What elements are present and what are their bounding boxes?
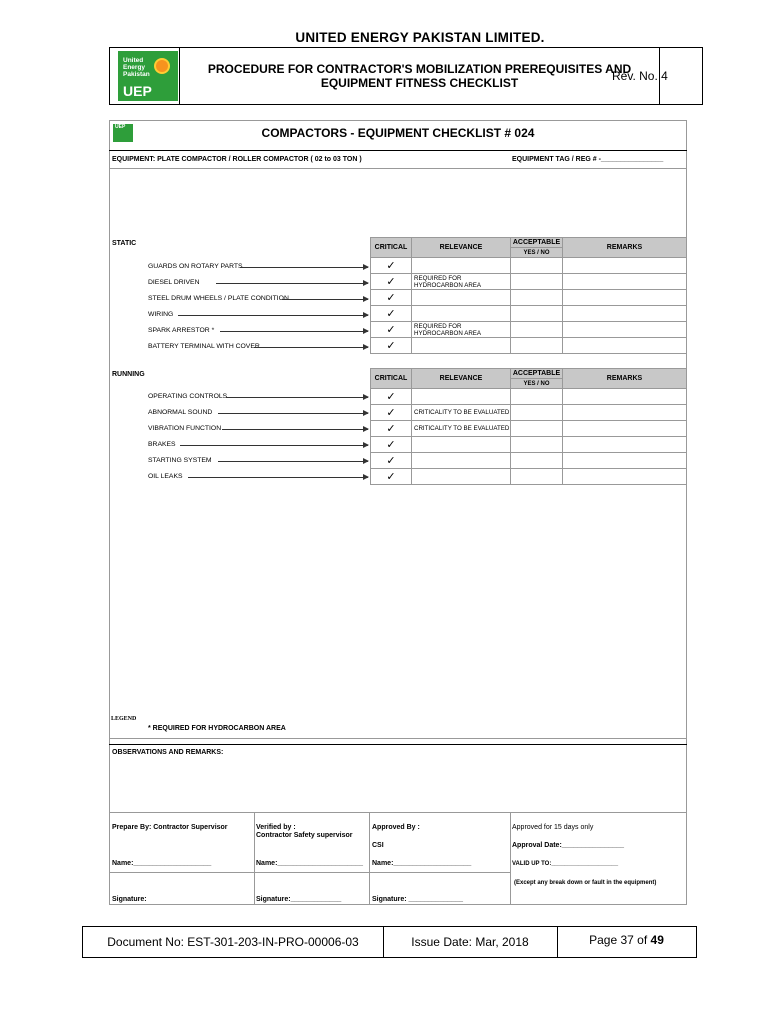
relevance-header: RELEVANCE [412,369,511,389]
running-item: OPERATING CONTROLS [148,393,228,400]
checklist-title: COMPACTORS - EQUIPMENT CHECKLIST # 024 [261,126,535,140]
verified-by-label: Verified by : [256,824,296,831]
acceptable-cell[interactable] [511,469,563,485]
arrow-icon [216,283,368,284]
remarks-header: REMARKS [563,238,687,258]
approved-for-note: Approved for 15 days only [512,824,594,831]
legend-divider [109,738,687,739]
mini-logo-text: UEP [115,124,126,130]
remarks-cell[interactable] [563,469,687,485]
acceptable-cell[interactable] [511,322,563,338]
relevance-cell: REQUIRED FOR HYDROCARBON AREA [412,322,511,338]
check-icon: ✓ [371,338,412,354]
check-icon: ✓ [371,453,412,469]
running-label: RUNNING [112,371,145,378]
legend-label: LEGEND [111,716,137,722]
running-item: STARTING SYSTEM [148,457,212,464]
acceptable-cell[interactable] [511,274,563,290]
acceptable-cell[interactable] [511,258,563,274]
name-field-3[interactable]: Name:____________________ [372,860,472,867]
csi-label: CSI [372,842,384,849]
yes-no-header: YES / NO [511,379,563,389]
uep-logo [118,51,178,101]
running-grid [370,368,686,485]
arrow-icon [188,477,368,478]
static-item: SPARK ARRESTOR * [148,327,215,334]
acceptable-cell[interactable] [511,453,563,469]
static-item: GUARDS ON ROTARY PARTS [148,263,243,270]
remarks-header: REMARKS [563,369,687,389]
issue-date: Issue Date: Mar, 2018 [383,927,558,957]
arrow-icon [178,315,368,316]
arrow-icon [218,461,368,462]
signature-field-3[interactable]: Signature: ______________ [372,896,464,903]
remarks-cell[interactable] [563,258,687,274]
equipment-tag: EQUIPMENT TAG / REG # -________________ [512,156,664,163]
sun-icon [156,60,168,72]
arrow-icon [226,397,368,398]
approval-date-field[interactable]: Approval Date:________________ [512,842,625,849]
signoff-divider [510,812,511,905]
static-item: STEEL DRUM WHEELS / PLATE CONDITION [148,295,289,302]
check-icon: ✓ [371,421,412,437]
arrow-icon [222,429,368,430]
check-icon: ✓ [371,274,412,290]
company-name: UNITED ENERGY PAKISTAN LIMITED. [295,30,545,45]
procedure-title-line2: EQUIPMENT FITNESS CHECKLIST [320,76,519,90]
acceptable-cell[interactable] [511,338,563,354]
check-icon: ✓ [371,405,412,421]
acceptable-cell[interactable] [511,405,563,421]
equipment-label: EQUIPMENT: PLATE COMPACTOR / ROLLER COMPACTOR ( 02 to 03 TON ) [112,156,362,163]
relevance-header: RELEVANCE [412,238,511,258]
check-icon: ✓ [371,306,412,322]
arrow-icon [282,299,368,300]
acceptable-header: ACCEPTABLE [511,238,563,248]
logo-line2: Energy [123,64,146,71]
relevance-cell [412,453,511,469]
remarks-cell[interactable] [563,306,687,322]
document-footer [82,926,697,958]
relevance-cell [412,389,511,405]
relevance-cell [412,437,511,453]
signoff-divider [254,812,255,905]
signature-field-1[interactable]: Signature: [112,896,147,903]
remarks-cell[interactable] [563,389,687,405]
critical-header: CRITICAL [371,369,412,389]
equipment-divider [109,168,687,169]
static-item: BATTERY TERMINAL WITH COVER [148,343,260,350]
page-prefix: Page 37 of [589,933,651,947]
name-field-1[interactable]: Name:____________________ [112,860,212,867]
running-item: OIL LEAKS [148,473,183,480]
check-icon: ✓ [371,469,412,485]
relevance-cell [412,258,511,274]
check-icon: ✓ [371,290,412,306]
procedure-title-line1: PROCEDURE FOR CONTRACTOR'S MOBILIZATION PREREQUISITES AND [207,62,632,76]
remarks-cell[interactable] [563,274,687,290]
arrow-icon [240,267,368,268]
arrow-icon [180,445,368,446]
static-item: DIESEL DRIVEN [148,279,200,286]
check-icon: ✓ [371,389,412,405]
arrow-icon [220,331,368,332]
signature-field-2[interactable]: Signature:_____________ [256,896,342,903]
relevance-cell [412,306,511,322]
approved-by-label: Approved By : [372,824,420,831]
acceptable-header: ACCEPTABLE [511,369,563,379]
logo-acronym: UEP [123,83,152,99]
static-item: WIRING [148,311,174,318]
title-divider [109,150,687,151]
relevance-cell [412,469,511,485]
page-number [557,927,696,957]
name-row-divider [109,872,510,873]
observations-divider [109,812,687,813]
acceptable-cell[interactable] [511,437,563,453]
relevance-cell [412,338,511,354]
arrow-icon [218,413,368,414]
document-number: Document No: EST-301-203-IN-PRO-00006-03 [83,927,384,957]
arrow-icon [254,347,368,348]
yes-no-header: YES / NO [511,248,563,258]
running-item: VIBRATION FUNCTION [148,425,222,432]
legend-note: * REQUIRED FOR HYDROCARBON AREA [148,725,286,732]
logo-line3: Pakistan [123,71,150,78]
prepare-by-label: Prepare By: Contractor Supervisor [112,824,228,831]
procedure-title [180,48,660,104]
check-icon: ✓ [371,258,412,274]
acceptable-cell[interactable] [511,290,563,306]
remarks-cell[interactable] [563,421,687,437]
logo-line1: United [123,57,144,64]
logo-text [123,57,150,78]
page-total: 49 [650,933,664,947]
running-item: BRAKES [148,441,176,448]
exception-note: (Except any break down or fault in the equipment) [514,880,657,886]
relevance-cell: REQUIRED FOR HYDROCARBON AREA [412,274,511,290]
static-grid [370,237,686,354]
signoff-divider [369,812,370,905]
remarks-cell[interactable] [563,338,687,354]
name-field-2[interactable]: Name:______________________ [256,860,364,867]
relevance-cell [412,290,511,306]
relevance-cell: CRITICALITY TO BE EVALUATED [412,421,511,437]
observations-label: OBSERVATIONS AND REMARKS: [112,749,224,756]
valid-up-to-field[interactable]: VALID UP TO:____________________ [512,861,619,867]
acceptable-cell[interactable] [511,306,563,322]
check-icon: ✓ [371,437,412,453]
verified-role: Contractor Safety supervisor [256,832,353,839]
remarks-cell[interactable] [563,322,687,338]
static-label: STATIC [112,240,137,247]
acceptable-cell[interactable] [511,421,563,437]
observations-top-rule [109,744,687,745]
remarks-cell[interactable] [563,290,687,306]
check-icon: ✓ [371,322,412,338]
remarks-cell[interactable] [563,453,687,469]
critical-header: CRITICAL [371,238,412,258]
logo-cell [110,48,180,104]
remarks-cell[interactable] [563,405,687,421]
revision-number: Rev. No. 4 [612,69,668,83]
remarks-cell[interactable] [563,437,687,453]
running-item: ABNORMAL SOUND [148,409,213,416]
acceptable-cell[interactable] [511,389,563,405]
relevance-cell: CRITICALITY TO BE EVALUATED [412,405,511,421]
